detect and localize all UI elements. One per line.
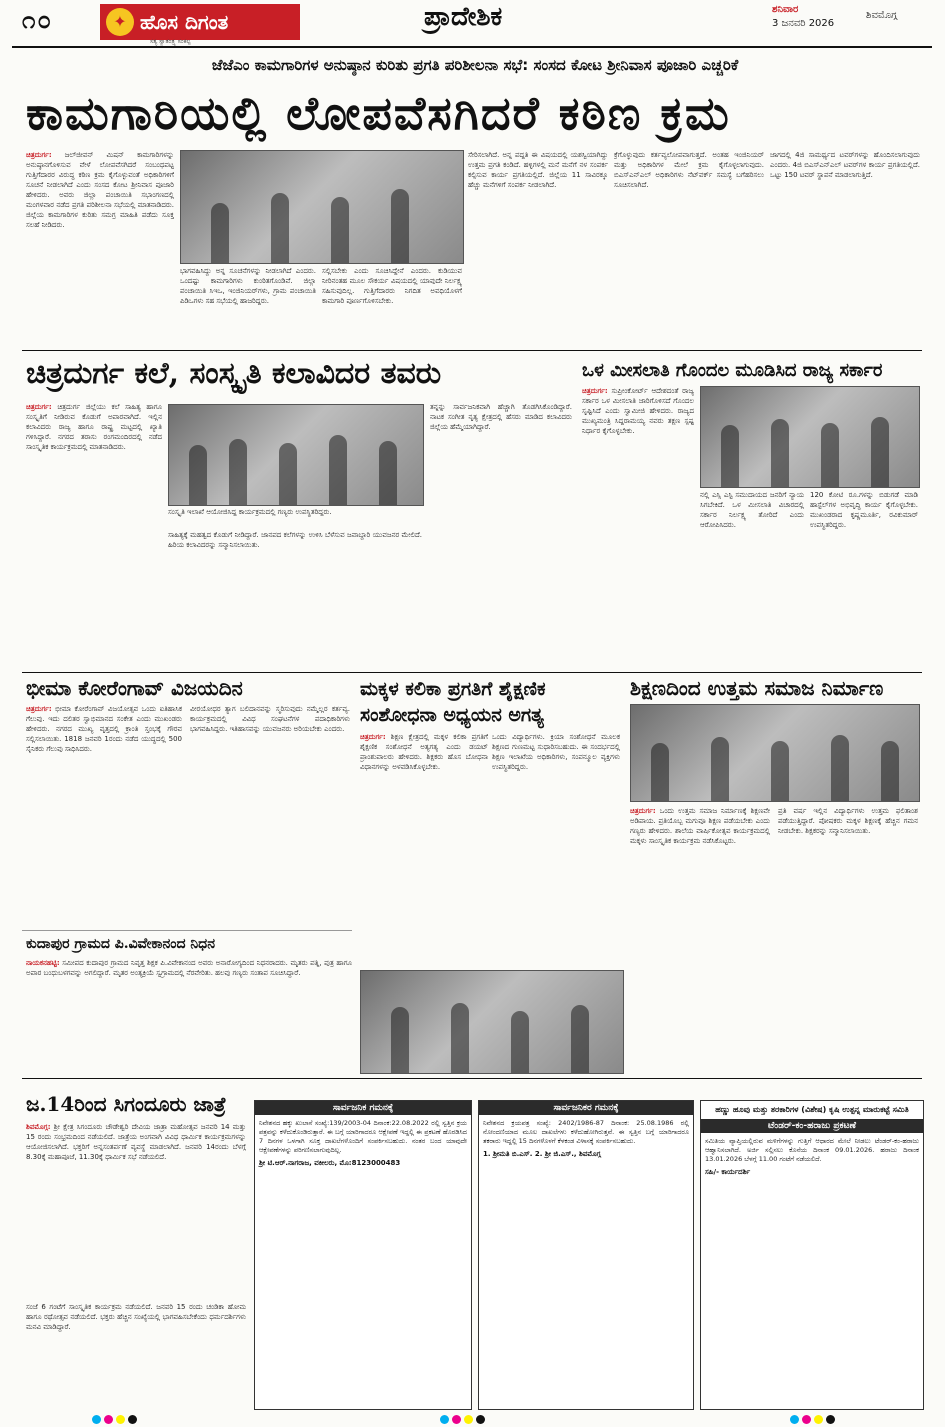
story3-column-2: ನಲ್ಲಿ ಎಸ್ಸಿ ಎಸ್ಟಿ ಸಮುದಾಯದ ಜನರಿಗೆ ನ್ಯಾಯ ಸಿಗಬೇಕಿದೆ. ಒಳ ಮೀಸಲಾತಿ ವಿಚಾರದಲ್ಲಿ ಸರ್ಕಾರ ನಿರ್ಲಕ್ಷ್ಯ ತೋರಿದೆ ಎಂದು ಆರೋಪಿಸಿದರು.: [700, 491, 804, 529]
notice-title: ಸಾರ್ವಜನಿಕ ಗಮನಕ್ಕೆ: [255, 1101, 471, 1115]
lead-column-5: ಕ್ರೆಗೊಳ್ಳುವುದು ಕರ್ತವ್ಯಲೋಪವಾಗುತ್ತದೆ. ಅಂತಹ ಇಂಜಿನಿಯರ್ ಮತ್ತು ಅಧಿಕಾರಿಗಳ ಮೇಲೆ ಕ್ರಮ ಕೈಗೊಳ್ಳಲಾಗುವುದು. ಬಿಎಸ್‌ಎನ್‌ಎಲ್ ಅಧಿಕಾರಿಗಳು ನೆಟ್‌ವರ್ಕ್ ಸಮಸ್ಯೆ ಬಗೆಹರಿಸಲು ಸೂಚಿಸಲಾಗಿದೆ.: [614, 151, 764, 189]
lead-column-1: [26, 150, 174, 340]
date: 3 ಜನವರಿ 2026: [772, 18, 835, 29]
tender-notice: [700, 1100, 924, 1410]
lead-column-4: ಸೇರಿಸಲಾಗಿದೆ. ಅನ್ನ ಪದ್ದತಿ ಈ ವಿಷಯದಲ್ಲಿ ಯಶಸ್ವಿಯಾಗಿದ್ದು ಉತ್ತಮ ಪ್ರಗತಿ ಕಂಡಿದೆ. ಹಳ್ಳಿಗಳಲ್ಲಿ ಮನೆ ಮನೆಗೆ ನಳ ಸಂಪರ್ಕ ಕಲ್ಪಿಸುವ ಕಾರ್ಯ ಪ್ರಗತಿಯಲ್ಲಿದೆ. ಜಿಲ್ಲೆಯ 11 ಸಾವಿರಕ್ಕೂ ಹೆಚ್ಚು ಮನೆಗಳಿಗೆ ಸಂಪರ್ಕ ನೀಡಲಾಗಿದೆ.: [468, 151, 608, 189]
story2-column-2: ಸಾಹಿತ್ಯಕ್ಕೆ ಮಹತ್ವದ ಕೊಡುಗೆ ನೀಡಿದ್ದಾರೆ. ಜಾನಪದ ಕಲೆಗಳನ್ನು ಉಳಿಸಿ ಬೆಳೆಸುವ ಜವಾಬ್ದಾರಿ ಯುವಜನರ ಮೇಲಿದೆ. ಹಿರಿಯ ಕಲಾವಿದರನ್ನು ಸನ್ಮಾನಿಸಲಾಯಿತು.: [168, 531, 422, 549]
story5-text-1: ಶಿಕ್ಷಣ ಕ್ಷೇತ್ರದಲ್ಲಿ ಮಕ್ಕಳ ಕಲಿಕಾ ಪ್ರಗತಿಗೆ ಶೈಕ್ಷಣಿಕ ಸಂಶೋಧನೆ ಅತ್ಯಗತ್ಯ ಎಂದು ಡಯಟ್ ಪ್ರಾಂಶುಪಾಲರು ಹೇಳಿದರು. ಶಿಕ್ಷಕರು ಹೊಸ ಬೋಧನಾ ವಿಧಾನಗಳನ್ನು ಅಳವಡಿಸಿಕೊಳ್ಳಬೇಕು.: [360, 733, 488, 771]
dateline: ಚಿತ್ರದುರ್ಗ:: [360, 733, 386, 741]
dateline: ನಾಯಕನಹಟ್ಟಿ:: [26, 959, 60, 967]
story3-headline: ಒಳ ಮೀಸಲಾತಿ ಗೊಂದಲ ಮೂಡಿಸಿದ ರಾಜ್ಯ ಸರ್ಕಾರ: [582, 360, 883, 381]
lead-column-3: ಸಲ್ಲಿಸಬೇಕು ಎಂದು ಸೂಚಿಸಿದ್ದೇನೆ ಎಂದರು. ಕುಡಿಯುವ ನೀರಿನಂತಹ ಮೂಲ ಸೌಕರ್ಯ ವಿಷಯದಲ್ಲಿ ಯಾವುದೇ ನಿರ್ಲಕ್ಷ್ಯ ಸಹಿಸುವುದಿಲ್ಲ. ಗುತ್ತಿಗೆದಾರರು ನಿಗದಿತ ಅವಧಿಯೊಳಗೆ ಕಾಮಗಾರಿ ಪೂರ್ಣಗೊಳಿಸಬೇಕು.: [322, 267, 462, 305]
story7-text-1: ಶ್ರೀ ಕ್ಷೇತ್ರ ಸಿಗಂದೂರು ಚೌಡೇಶ್ವರಿ ದೇವಿಯ ಜಾತ್ರಾ ಮಹೋತ್ಸವ ಜನವರಿ 14 ಮತ್ತು 15 ರಂದು ಸಂಭ್ರಮದಿಂದ ನಡೆಯಲಿದೆ. ಜಾತ್ರೆಯ ಅಂಗವಾಗಿ ವಿವಿಧ ಧಾರ್ಮಿಕ ಕಾರ್ಯಕ್ರಮಗಳನ್ನು ಆಯೋಜಿಸಲಾಗಿದೆ. ಭಕ್ತರಿಗೆ ಅನ್ನಸಂತರ್ಪಣೆ ವ್ಯವಸ್ಥೆ ಮಾಡಲಾಗಿದೆ. ಜನವರಿ 14ರಂದು ಬೆಳಗ್ಗೆ 8.30ಕ್ಕೆ ಮಹಾಪೂಜೆ, 11.30ಕ್ಕೆ ಧಾರ್ಮಿಕ ಸಭೆ ನಡೆಯಲಿದೆ.: [26, 1123, 246, 1161]
story6-column-1: [630, 806, 770, 1072]
story3-column-1: [582, 386, 694, 668]
notice-title: ಸಾರ್ವಜನಿಕರ ಗಮನಕ್ಕೆ: [479, 1101, 693, 1115]
story3-photo: [700, 386, 920, 488]
page-header: [0, 0, 945, 48]
dateline: ಚಿತ್ರದುರ್ಗ:: [26, 403, 52, 411]
notice-signature: 1. ಶ್ರೀಮತಿ ಬಿ.ಎಸ್. 2. ಶ್ರೀ ಜಿ.ಎಸ್., ಶಿವಮೊಗ್ಗ: [483, 1150, 601, 1158]
story2-column-1: [26, 402, 162, 668]
lead-column-2: ಭಾಗವಹಿಸಿದ್ದು ಅನ್ನ ಸೂಚನೆಗಳನ್ನು ನೀಡಲಾಗಿದೆ ಎಂದರು. ಒಂದಷ್ಟು ಕಾಮಗಾರಿಗಳು ಕುಂಠಿತಗೊಂಡಿವೆ. ಜಿಲ್ಲಾ ಪಂಚಾಯಿತಿ ಸಿಇಒ, ಇಂಜಿನಿಯರ್‌ಗಳು, ಗ್ರಾಮ ಪಂಚಾಯಿತಿ ಪಿಡಿಒಗಳು ಸಹ ಸಭೆಯಲ್ಲಿ ಹಾಜರಿದ್ದರು.: [180, 267, 316, 305]
notice-signature: ಶ್ರೀ ಟಿ.ಆರ್.ನಾಗರಾಜ, ವಕೀಲರು, ಮೊ:8123000483: [259, 1159, 401, 1167]
story7-headline: ಜ.14ರಿಂದ ಸಿಗಂದೂರು ಜಾತ್ರೆ: [26, 1092, 227, 1116]
tagline: ಸತ್ಯ ಸ್ವಾತಂತ್ರ್ಯ ಸಂಕಲ್ಪ: [150, 38, 191, 45]
story6-column-2: ಪ್ರತಿ ವರ್ಷ ಇಲ್ಲಿನ ವಿದ್ಯಾರ್ಥಿಗಳು ಉತ್ತಮ ಫಲಿತಾಂಶ ಪಡೆಯುತ್ತಿದ್ದಾರೆ. ಪೋಷಕರು ಮಕ್ಕಳ ಶಿಕ್ಷಣಕ್ಕೆ ಹೆಚ್ಚಿನ ಗಮನ ನೀಡಬೇಕು. ಶಿಕ್ಷಕರನ್ನು ಸನ್ಮಾನಿಸಲಾಯಿತು.: [778, 807, 918, 835]
story2-text-1: ಚಿತ್ರದುರ್ಗ ಜಿಲ್ಲೆಯು ಕಲೆ ಸಾಹಿತ್ಯ ಹಾಗೂ ಸಂಸ್ಕೃತಿಗೆ ನೀಡಿರುವ ಕೊಡುಗೆ ಅಪಾರವಾಗಿದೆ. ಇಲ್ಲಿನ ಕಲಾವಿದರು ರಾಜ್ಯ ಹಾಗೂ ರಾಷ್ಟ್ರ ಮಟ್ಟದಲ್ಲಿ ಖ್ಯಾತಿ ಗಳಿಸಿದ್ದಾರೆ. ನಗರದ ತರಾಸು ರಂಗಮಂದಿರದಲ್ಲಿ ನಡೆದ ಸಾಂಸ್ಕೃತಿಕ ಕಾರ್ಯಕ್ರಮದಲ್ಲಿ ಮಾತನಾಡಿದರು.: [26, 403, 162, 451]
section-divider: [22, 1078, 922, 1079]
masthead-name: ಹೊಸ ದಿಗಂತ: [140, 10, 229, 34]
story2-caption: ಸಂಸ್ಕೃತಿ ಇಲಾಖೆ ಆಯೋಜಿಸಿದ್ದ ಕಾರ್ಯಕ್ರಮದಲ್ಲಿ ಗಣ್ಯರು ಉಪಸ್ಥಿತರಿದ್ದರು.: [168, 508, 332, 516]
lamp-logo-icon: ✦: [106, 8, 134, 36]
story7-column-1: [26, 1122, 246, 1298]
obituary-divider: [22, 930, 352, 931]
story6-photo: [630, 704, 920, 802]
day-name: ಶನಿವಾರ: [772, 4, 799, 15]
story6-text-1: ಒಂದು ಉತ್ತಮ ಸಮಾಜ ನಿರ್ಮಾಣಕ್ಕೆ ಶಿಕ್ಷಣವೇ ಅಡಿಪಾಯ. ಪ್ರತಿಯೊಬ್ಬ ಮಗುವೂ ಶಿಕ್ಷಣ ಪಡೆಯಬೇಕು ಎಂದು ಗಣ್ಯರು ಹೇಳಿದರು. ಶಾಲೆಯ ವಾರ್ಷಿಕೋತ್ಸವ ಕಾರ್ಯಕ್ರಮದಲ್ಲಿ ಮಕ್ಕಳು ಸಾಂಸ್ಕೃತಿಕ ಕಾರ್ಯಕ್ರಮ ನಡೆಸಿಕೊಟ್ಟರು.: [630, 807, 770, 845]
section-divider: [22, 672, 922, 673]
story5-column-1: [360, 732, 488, 960]
notice-signature: ಸಹಿ/- ಕಾರ್ಯದರ್ಶಿ: [705, 1168, 751, 1176]
story3-text-1: ಸುಪ್ರೀಂಕೋರ್ಟ್ ಆದೇಶದಂತೆ ರಾಜ್ಯ ಸರ್ಕಾರ ಒಳ ಮೀಸಲಾತಿ ಜಾರಿಗೊಳಿಸದೆ ಗೊಂದಲ ಸೃಷ್ಟಿಸಿದೆ ಎಂದು ಸ್ವಾಮೀಜಿ ಹೇಳಿದರು. ರಾಜ್ಯದ ಮುಖ್ಯಮಂತ್ರಿ ಸಿದ್ದರಾಮಯ್ಯ ನವರು ತಕ್ಷಣ ಸ್ಪಷ್ಟ ನಿರ್ಧಾರ ಕೈಗೊಳ್ಳಬೇಕು.: [582, 387, 694, 435]
dateline: ಶಿವಮೊಗ್ಗ:: [26, 1123, 51, 1131]
story4-headline: ಭೀಮಾ ಕೋರೆಂಗಾವ್ ವಿಜಯದಿನ: [26, 676, 243, 700]
dateline: ಚಿತ್ರದುರ್ಗ:: [26, 151, 52, 159]
lead-photo: [180, 150, 464, 264]
public-notice-1: [254, 1100, 472, 1410]
lead-headline: ಕಾಮಗಾರಿಯಲ್ಲಿ ಲೋಪವೆಸಗಿದರೆ ಕಠಿಣ ಕ್ರಮ: [26, 86, 731, 140]
section-divider: [22, 350, 922, 351]
story2-photo: [168, 404, 424, 506]
story4-text-1: ಭೀಮಾ ಕೋರೆಂಗಾವ್ ವಿಜಯೋತ್ಸವ ಒಂದು ಐತಿಹಾಸಿಕ ಗೆಲುವು. ಇದು ದಲಿತರ ಸ್ವಾಭಿಮಾನದ ಸಂಕೇತ ಎಂದು ಮುಖಂಡರು ಹೇಳಿದರು. ನಗರದ ಮುಖ್ಯ ವೃತ್ತದಲ್ಲಿ ಕ್ರಾಂತಿ ಸ್ತಂಭಕ್ಕೆ ಗೌರವ ಸಲ್ಲಿಸಲಾಯಿತು. 1818 ಜನವರಿ 1ರಂದು ನಡೆದ ಯುದ್ಧದಲ್ಲಿ 500 ಸೈನಿಕರು ಗೆಲುವು ಸಾಧಿಸಿದರು.: [26, 705, 182, 753]
story6-headline: ಶಿಕ್ಷಣದಿಂದ ಉತ್ತಮ ಸಮಾಜ ನಿರ್ಮಾಣ: [630, 676, 884, 700]
public-notice-2: [478, 1100, 694, 1410]
story5-headline: ಮಕ್ಕಳ ಕಲಿಕಾ ಪ್ರಗತಿಗೆ ಶೈಕ್ಷಣಿಕ ಸಂಶೋಧನಾ ಅಧ್ಯಯನ ಅಗತ್ಯ: [360, 678, 546, 726]
story4-column-1: [26, 704, 182, 926]
obituary-text: [26, 958, 352, 1068]
dateline: ಚಿತ್ರದುರ್ಗ:: [630, 807, 656, 815]
obituary-headline: ಕುದಾಪುರ ಗ್ರಾಮದ ಪಿ.ವಿವೇಕಾನಂದ ನಿಧನ: [26, 936, 215, 952]
tender-organisation: ಹಣ್ಣು ಹೂವು ಮತ್ತು ತರಕಾರಿಗಳ (ವಿಶೇಷ) ಕೃಷಿ ಉತ್ಪನ್ನ ಮಾರುಕಟ್ಟೆ ಸಮಿತಿ: [715, 1105, 909, 1114]
print-registration-marks: [0, 1412, 945, 1427]
notice-body: ಸಮಿತಿಯ ವ್ಯಾಪ್ತಿಯಲ್ಲಿರುವ ಮಳಿಗೆಗಳನ್ನು ಗುತ್ತಿಗೆ ಆಧಾರದ ಮೇಲೆ ನೀಡಲು ಟೆಂಡರ್-ಕಂ-ಹರಾಜು ಆಹ್ವಾನಿಸಲಾಗಿದೆ. ಅರ್ಜಿ ಸಲ್ಲಿಸಲು ಕೊನೆಯ ದಿನಾಂಕ 09.01.2026. ಹರಾಜು ದಿನಾಂಕ 13.01.2026 ಬೆಳಗ್ಗೆ 11.00 ಗಂಟೆಗೆ ನಡೆಯಲಿದೆ.: [705, 1137, 919, 1163]
story3-column-3: 120 ಕೋಟಿ ರೂ.ಗಳನ್ನು ಬಿಡುಗಡೆ ಮಾಡಿ ಹಾಸ್ಟೆಲ್‌ಗಳ ಅಭಿವೃದ್ಧಿ ಕಾರ್ಯ ಕೈಗೊಳ್ಳಬೇಕು. ಮುಖಂಡರಾದ ಕೃಷ್ಣಮೂರ್ತಿ, ರವಿಕುಮಾರ್ ಉಪಸ್ಥಿತರಿದ್ದರು.: [810, 491, 918, 529]
notice-body: ನಿವೇಶನದ ಕ್ರಯಪತ್ರ ಸಂಖ್ಯೆ: 2402/1986-87 ದಿನಾಂಕ: 25.08.1986 ರಲ್ಲಿ ನೋಂದಣಿಯಾದ ಮೂಲ ದಾಖಲೆಗಳು ಕಳೆದುಹೋಗಿರುತ್ತವೆ. ಈ ಸ್ವತ್ತಿನ ಬಗ್ಗೆ ಯಾರಿಗಾದರೂ ತಕರಾರು ಇದ್ದಲ್ಲಿ 15 ದಿನಗಳೊಳಗೆ ಕೆಳಕಂಡ ವಿಳಾಸಕ್ಕೆ ಸಂಪರ್ಕಿಸಬಹುದು.: [483, 1119, 689, 1145]
section-title: ಪ್ರಾದೇಶಿಕ: [424, 2, 503, 32]
edition-city: ಶಿವಮೊಗ್ಗ: [866, 10, 898, 21]
header-rule: [12, 46, 932, 48]
dateline: ಚಿತ್ರದುರ್ಗ:: [26, 705, 52, 713]
notice-title: ಟೆಂಡರ್-ಕಂ-ಹರಾಜು ಪ್ರಕಟಣೆ: [701, 1119, 923, 1133]
dateline: ಚಿತ್ರದುರ್ಗ:: [582, 387, 608, 395]
masthead: [100, 4, 300, 40]
story2-headline: ಚಿತ್ರದುರ್ಗ ಕಲೆ, ಸಂಸ್ಕೃತಿ ಕಲಾವಿದರ ತವರು: [26, 356, 442, 391]
page-number: ೧೦: [22, 6, 53, 34]
story5-photo: [360, 970, 624, 1074]
story5-column-2: ಒಂದು ವಿದ್ಯಾರ್ಥಿಗಳು. ಕ್ರಿಯಾ ಸಂಶೋಧನೆ ಮೂಲಕ ಶಿಕ್ಷಣದ ಗುಣಮಟ್ಟ ಸುಧಾರಿಸಬಹುದು. ಈ ಸಂದರ್ಭದಲ್ಲಿ ಶಿಕ್ಷಣ ಇಲಾಖೆಯ ಅಧಿಕಾರಿಗಳು, ಸಂಪನ್ಮೂಲ ವ್ಯಕ್ತಿಗಳು ಉಪಸ್ಥಿತರಿದ್ದರು.: [492, 733, 620, 771]
story7-column-2: ಸಂಜೆ 6 ಗಂಟೆಗೆ ಸಾಂಸ್ಕೃತಿಕ ಕಾರ್ಯಕ್ರಮ ನಡೆಯಲಿದೆ. ಜನವರಿ 15 ರಂದು ಚಂಡಿಕಾ ಹೋಮ ಹಾಗೂ ರಥೋತ್ಸವ ನಡೆಯಲಿದೆ. ಭಕ್ತರು ಹೆಚ್ಚಿನ ಸಂಖ್ಯೆಯಲ್ಲಿ ಭಾಗವಹಿಸಬೇಕೆಂದು ಧರ್ಮದರ್ಶಿಗಳು ಮನವಿ ಮಾಡಿದ್ದಾರೆ.: [26, 1303, 246, 1331]
lead-column-6: ಜಾಗದಲ್ಲಿ 4ಜಿ ಸಾಮರ್ಥ್ಯದ ಟವರ್‌ಗಳನ್ನು ಹೊಂದಿಸಲಾಗುವುದು ಎಂದರು. 4ಜಿ ಬಿಎಸ್‌ಎನ್‌ಎಲ್ ಟವರ್‌ಗಳ ಕಾರ್ಯ ಪ್ರಗತಿಯಲ್ಲಿದೆ. ಒಟ್ಟು 150 ಟವರ್ ಸ್ಥಾಪನೆ ಮಾಡಲಾಗುತ್ತಿದೆ.: [770, 151, 920, 179]
obituary-body: ಸಮೀಪದ ಕುದಾಪುರ ಗ್ರಾಮದ ನಿವೃತ್ತ ಶಿಕ್ಷಕ ಪಿ.ವಿವೇಕಾನಂದ ಅವರು ಅನಾರೋಗ್ಯದಿಂದ ನಿಧನರಾದರು. ಮೃತರು ಪತ್ನಿ, ಪುತ್ರ ಹಾಗೂ ಅಪಾರ ಬಂಧುಬಳಗವನ್ನು ಅಗಲಿದ್ದಾರೆ. ಮೃತರ ಅಂತ್ಯಕ್ರಿಯೆ ಸ್ವಗ್ರಾಮದಲ್ಲಿ ನೆರವೇರಿತು. ಹಲವು ಗಣ್ಯರು ಸಂತಾಪ ಸೂಚಿಸಿದ್ದಾರೆ.: [26, 959, 352, 977]
story2-column-3: ತನ್ನನ್ನು ಸಾರ್ವಜನಿಕವಾಗಿ ಹೆಚ್ಚಾಗಿ ತೊಡಗಿಸಿಕೊಂಡಿದ್ದಾರೆ. ನಾಟಕ ಸಂಗೀತ ನೃತ್ಯ ಕ್ಷೇತ್ರದಲ್ಲಿ ಹೆಸರು ಮಾಡಿದ ಕಲಾವಿದರು ಜಿಲ್ಲೆಯ ಹೆಮ್ಮೆಯಾಗಿದ್ದಾರೆ.: [430, 403, 572, 431]
story4-column-2: ವೀರಯೋಧರ ತ್ಯಾಗ ಬಲಿದಾನವನ್ನು ಸ್ಮರಿಸುವುದು ನಮ್ಮೆಲ್ಲರ ಕರ್ತವ್ಯ. ಕಾರ್ಯಕ್ರಮದಲ್ಲಿ ವಿವಿಧ ಸಂಘಟನೆಗಳ ಪದಾಧಿಕಾರಿಗಳು ಭಾಗವಹಿಸಿದ್ದರು. ಇತಿಹಾಸವನ್ನು ಯುವಜನರು ಅರಿಯಬೇಕು ಎಂದರು.: [190, 705, 350, 733]
notice-body: ನಿವೇಶನದ ಹಕ್ಕು ಖುಲಾಸೆ ಸಂಖ್ಯೆ:139/2003-04 ದಿನಾಂಕ:22.08.2022 ರಲ್ಲಿ ಸ್ವತ್ತಿನ ಕ್ರಯ ಪತ್ರವನ್ನು ಕಳೆದುಕೊಂಡಿರುತ್ತಾರೆ. ಈ ಬಗ್ಗೆ ಯಾರಿಗಾದರೂ ಆಕ್ಷೇಪಣೆ ಇದ್ದಲ್ಲಿ ಈ ಪ್ರಕಟಣೆ ಹೊರಡಿಸಿದ 7 ದಿನಗಳ ಒಳಗಾಗಿ ಸೂಕ್ತ ದಾಖಲೆಗಳೊಂದಿಗೆ ಸಂಪರ್ಕಿಸಬಹುದು. ನಂತರ ಬಂದ ಯಾವುದೇ ಆಕ್ಷೇಪಣೆಗಳನ್ನು ಪರಿಗಣಿಸಲಾಗುವುದಿಲ್ಲ.: [259, 1119, 467, 1154]
lead-text-1: ಜಲ್‌ಜೀವನ್ ಮಿಷನ್ ಕಾಮಗಾರಿಗಳನ್ನು ಅನುಷ್ಠಾನಗೊಳಿಸುವ ವೇಳೆ ಲೋಪವೆಸಗಿದರೆ ಸಂಬಂಧಪಟ್ಟ ಗುತ್ತಿಗೆದಾರರ ವಿರುದ್ಧ ಕಠಿಣ ಕ್ರಮ ಕೈಗೊಳ್ಳುವಂತೆ ಅಧಿಕಾರಿಗಳಿಗೆ ಸೂಚನೆ ನೀಡಲಾಗಿದೆ ಎಂದು ಸಂಸದ ಕೋಟ ಶ್ರೀನಿವಾಸ ಪೂಜಾರಿ ಹೇಳಿದರು. ಅವರು ಜಿಲ್ಲಾ ಪಂಚಾಯಿತಿ ಸಭಾಂಗಣದಲ್ಲಿ ಮಂಗಳವಾರ ನಡೆದ ಪ್ರಗತಿ ಪರಿಶೀಲನಾ ಸಭೆಯಲ್ಲಿ ಮಾತನಾಡಿದರು. ಜಿಲ್ಲೆಯ ಕಾಮಗಾರಿಗಳ ಕುರಿತು ಸಮಗ್ರ ಮಾಹಿತಿ ಪಡೆದು ಸೂಕ್ತ ಸಲಹೆ ನೀಡಿದರು.: [26, 151, 174, 229]
lead-kicker: ಜೆಜೆಎಂ ಕಾಮಗಾರಿಗಳ ಅನುಷ್ಠಾನ ಕುರಿತು ಪ್ರಗತಿ ಪರಿಶೀಲನಾ ಸಭೆ: ಸಂಸದ ಕೋಟ ಶ್ರೀನಿವಾಸ ಪೂಜಾರಿ ಎಚ್ಚರಿಕೆ: [211, 56, 739, 74]
